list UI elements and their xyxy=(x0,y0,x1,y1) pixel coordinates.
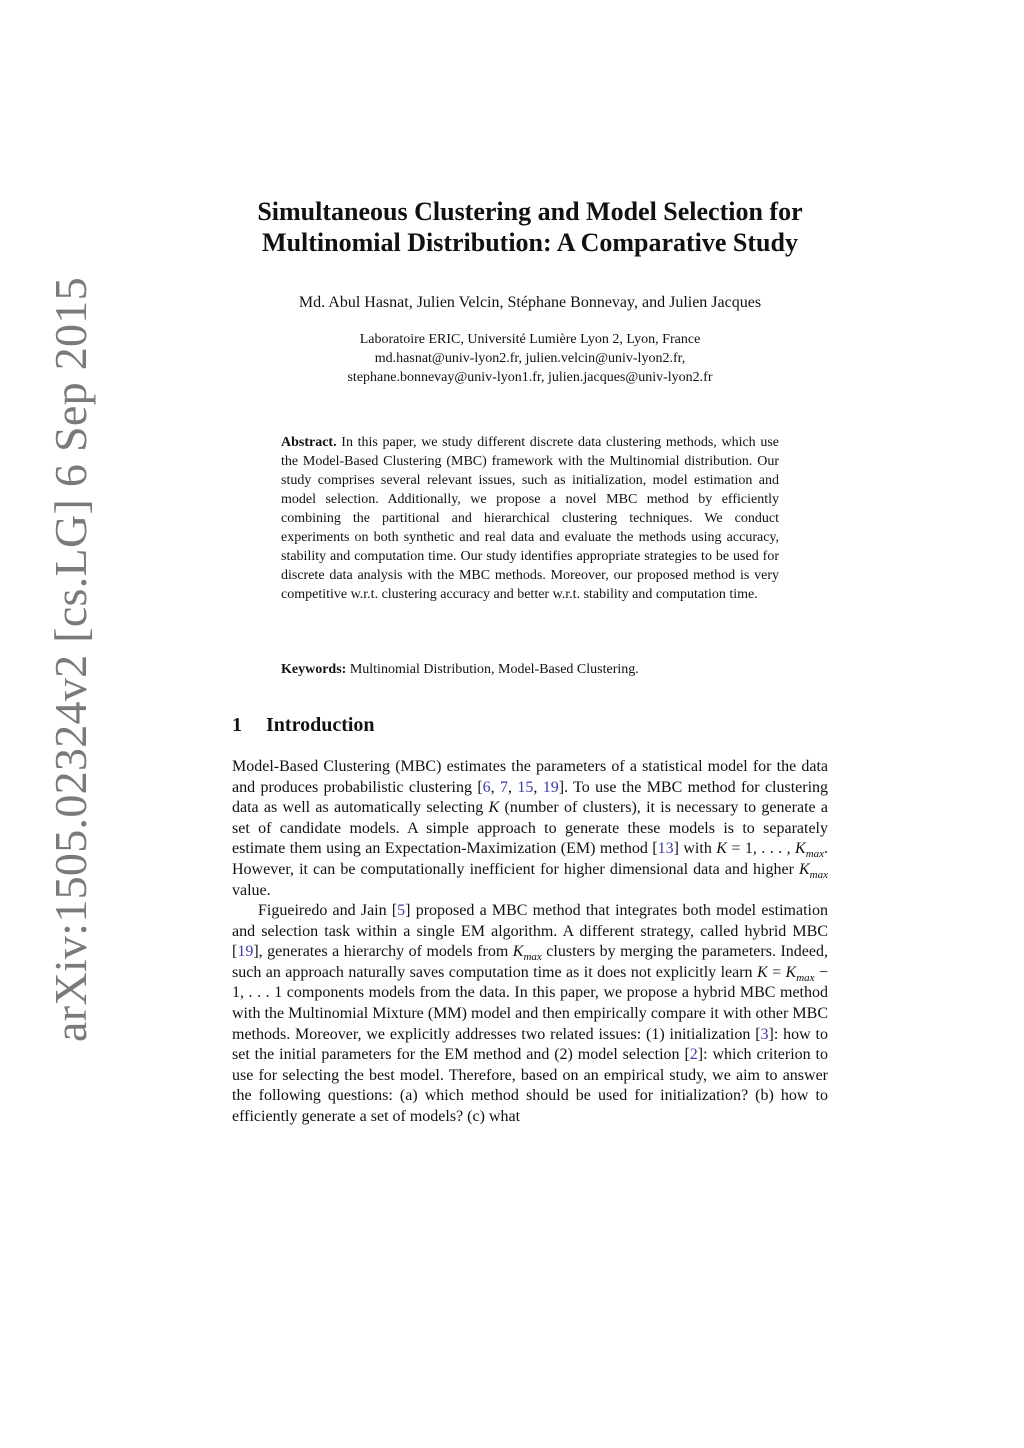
citation-link[interactable]: 19 xyxy=(542,778,559,796)
section-number: 1 xyxy=(232,714,242,736)
keywords-label: Keywords: xyxy=(281,662,347,677)
section-heading-introduction xyxy=(232,713,375,737)
affiliation-emails-2: stephane.bonnevay@univ-lyon1.fr, julien.jacques@univ-lyon2.fr xyxy=(347,370,713,385)
title-line-1: Simultaneous Clustering and Model Selection for xyxy=(257,197,803,226)
citation-link[interactable]: 2 xyxy=(689,1046,698,1064)
author-list: Md. Abul Hasnat, Julien Velcin, Stéphane Bonnevay, and Julien Jacques xyxy=(298,294,762,311)
intro-paragraph-2: Figueiredo and Jain [5] proposed a MBC method that integrates both model estimation and selection task within a single EM algorithm. A different strategy, called hybrid MBC [19], generates a hierarchy of models from $K_{max}$ clusters by merging the parameters. Indeed, such an approach naturally saves computation time as it does not explicitly learn $K = K_{max} - 1$, . . . 1 components models from the data. In this paper, we propose a hybrid MBC method with the Multinomial Mixture (MM) model and then empirically compare it with other MBC methods. Moreover, we explicitly addresses two related issues: (1) initialization [3]: how to set the initial parameters for the EM method and (2) model selection [2]: which criterion to use for selecting the best model. Therefore, based on an empirical study, we aim to answer the following questions: (a) which method should be used for initialization? (b) how to efficiently generate a set of models? (c) what xyxy=(232,902,829,1125)
intro-paragraph-1: Model-Based Clustering (MBC) estimates the parameters of a statistical model for the data and produces probabilistic clustering [6, 7, 15, 19]. To use the MBC method for clustering data as well as automatically selecting K (number of clusters), it is necessary to generate a set of candidate models. A simple approach to generate these models is to separately estimate them using an Expectation-Maximization (EM) method [13] with K = 1, . . . , $K_{max}$. However, it can be computationally inefficient for higher dimensional data and higher $K_{max}$ value. xyxy=(232,758,829,899)
citation-link[interactable]: 6 xyxy=(482,778,491,796)
keywords xyxy=(281,660,779,679)
affiliation-institution: Laboratoire ERIC, Université Lumière Lyon 2, Lyon, France xyxy=(359,332,701,347)
title-line-2: Multinomial Distribution: A Comparative Study xyxy=(262,228,798,257)
citation-link[interactable]: 7 xyxy=(500,778,509,796)
abstract-label: Abstract. xyxy=(281,435,337,450)
arxiv-identifier-stamp: arXiv:1505.02324v2 [cs.LG] 6 Sep 2015 xyxy=(45,277,96,1042)
keywords-text: Multinomial Distribution, Model-Based Clustering. xyxy=(349,662,639,677)
citation-link[interactable]: 13 xyxy=(657,840,674,858)
affiliation-block xyxy=(232,330,828,387)
affiliation-emails-1: md.hasnat@univ-lyon2.fr, julien.velcin@univ-lyon2.fr, xyxy=(374,351,686,366)
citation-link[interactable]: 3 xyxy=(760,1025,769,1043)
abstract xyxy=(281,433,779,604)
abstract-text: In this paper, we study different discrete data clustering methods, which use the Model-Based Clustering (MBC) framework with the Multinomial distribution. Our study comprises several relevant issues, such as initialization, model estimation and model selection. Additionally, we propose a novel MBC method by efficiently combining the partitional and hierarchical clustering techniques. We conduct experiments on both synthetic and real data and evaluate the methods using accuracy, stability and computation time. Our study identifies appropriate strategies to be used for discrete data analysis with the MBC methods. Moreover, our proposed method is very competitive w.r.t. clustering accuracy and better w.r.t. stability and computation time. xyxy=(281,435,779,602)
section-title: Introduction xyxy=(266,714,375,736)
citation-link[interactable]: 15 xyxy=(517,778,534,796)
paper-title xyxy=(232,196,828,258)
citation-link[interactable]: 5 xyxy=(397,902,406,919)
citation-link[interactable]: 19 xyxy=(237,943,254,961)
